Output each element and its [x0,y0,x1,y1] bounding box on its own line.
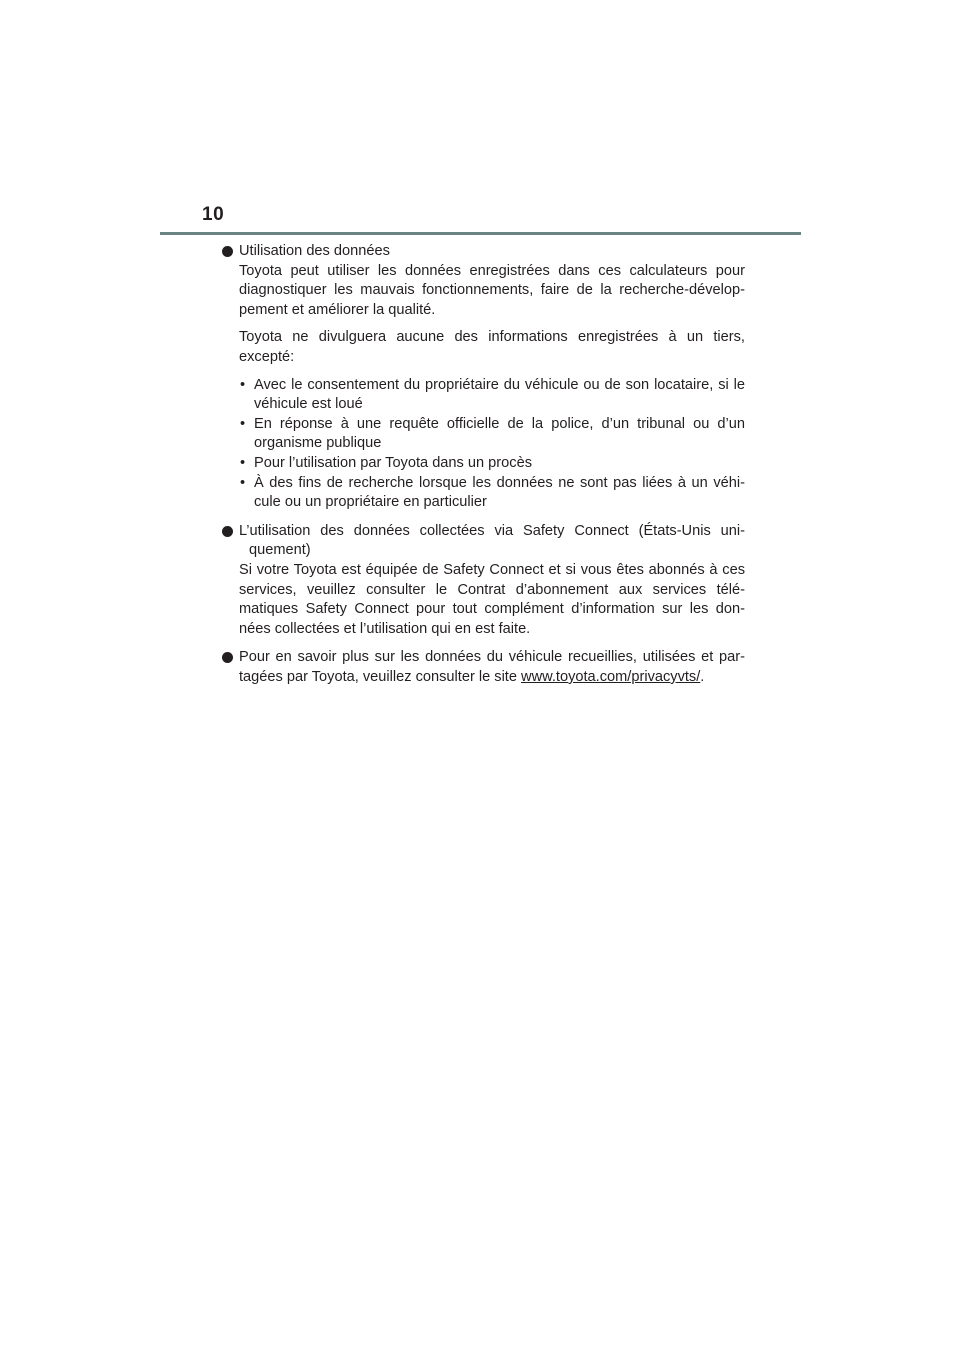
usage-paragraph-1: Toyota peut utiliser les données enregistrées dans ces calculateurs pour diagnostiquer les mauvais fonctionnements, faire de la recherche-dévelop-pement et améliorer la qualité. [239,262,745,318]
list-bullet-icon: • [240,415,246,432]
usage-list [239,376,745,513]
list-bullet-icon: • [240,474,246,491]
list-item [239,376,745,415]
page-content [222,242,745,687]
safety-connect-title: L’utilisation des données collectées via Safety Connect (États-Unis uni-quement) [239,522,745,559]
list-bullet-icon: • [240,376,246,393]
header-rule [160,232,801,235]
page-number: 10 [202,204,225,225]
list-item-text: En réponse à une requête officielle de la police, d’un tribunal ou d’un organisme publique [254,415,745,452]
bullet-dot-icon [222,652,233,663]
usage-section [222,242,745,513]
list-item-text: À des fins de recherche lorsque les données ne sont pas liées à un véhi-cule ou un propriétaire en particulier [254,474,745,511]
list-item-text: Pour l’utilisation par Toyota dans un procès [254,454,532,471]
more-info-suffix: . [700,668,705,685]
list-item [239,474,745,513]
usage-paragraph-2: Toyota ne divulguera aucune des informations enregistrées à un tiers, excepté: [239,329,745,365]
privacy-link[interactable]: www.toyota.com/privacyvts/ [521,668,701,685]
more-info-section [222,648,745,687]
list-item [239,415,745,454]
bullet-dot-icon [222,526,233,537]
list-bullet-icon: • [240,454,246,471]
list-item-text: Avec le consentement du propriétaire du véhicule ou de son locataire, si le véhicule est loué [254,376,745,413]
safety-connect-paragraph: Si votre Toyota est équipée de Safety Connect et si vous êtes abonnés à ces services, veuillez consulter le Contrat d’abonnement aux services télé-matiques Safety Connect pour tout complément d’information sur les don-nées collectées et l’utilisation qui en est faite. [239,561,745,637]
bullet-dot-icon [222,246,233,257]
list-item [239,454,745,474]
usage-title: Utilisation des données [239,243,390,259]
more-info-paragraph [239,648,745,687]
safety-connect-section [222,522,745,640]
more-info-text: Pour en savoir plus sur les données du véhicule recueillies, utilisées et par-tagées par Toyota, veuillez consulter le site [239,649,745,685]
